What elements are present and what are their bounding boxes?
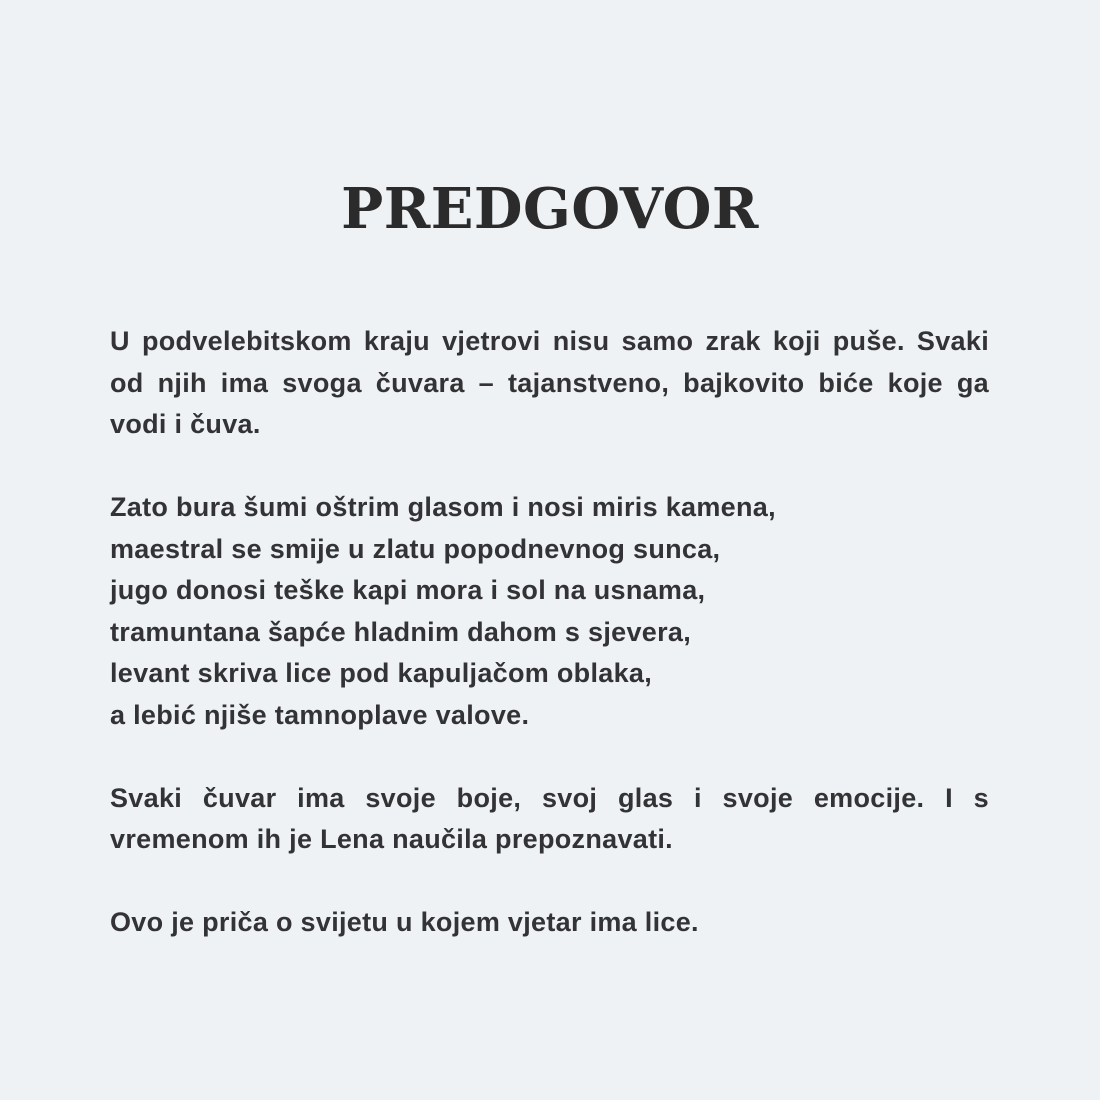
verse-line-lebic: a lebić njiše tamnoplave valove. [110,699,530,730]
paragraph-spacer [110,736,989,778]
closing-line: Ovo je priča o svijetu u kojem vjetar ima lice. [110,907,699,937]
guardians-paragraph: Svaki čuvar ima svoje boje, svoj glas i svoje emocije. I s vremenom ih je Lena naučila prepoznavati. [110,782,989,854]
verse-line-jugo: jugo donosi teške kapi mora i sol na usnama, [110,575,706,605]
intro-paragraph: U podvelebitskom kraju vjetrovi nisu samo zrak koji puše. Svaki od njih ima svoga čuvara – tajanstveno, bajkovito biće koje ga vodi i čuva. [110,326,989,439]
page-title: PREDGOVOR [341,176,759,242]
verse-line-bura: Zato bura šumi oštrim glasom i nosi miris kamena, [110,492,776,522]
winds-verse [110,487,989,736]
preface-body [110,321,989,944]
verse-line-maestral: maestral se smije u zlatu popodnevnog sunca, [110,533,721,564]
verse-line-tramuntana: tramuntana šapće hladnim dahom s sjevera, [110,616,692,647]
paragraph-spacer [110,446,989,488]
paragraph-spacer [110,861,989,903]
verse-line-levant: levant skriva lice pod kapuljačom oblaka, [110,658,653,688]
